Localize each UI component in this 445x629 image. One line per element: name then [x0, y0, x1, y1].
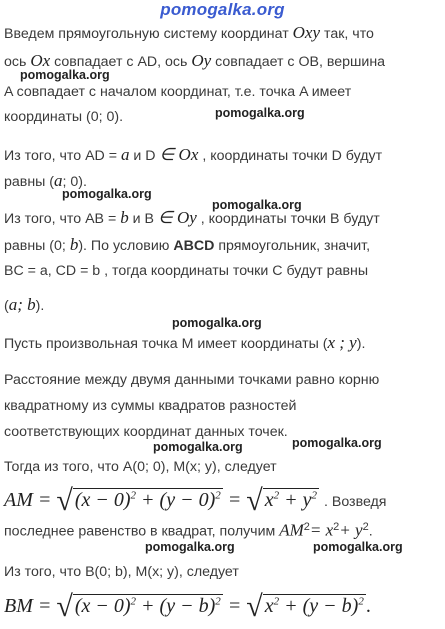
- exponent: 2: [362, 521, 369, 533]
- sqrt: [246, 590, 366, 624]
- term: x: [264, 595, 274, 617]
- exponent: 2: [215, 489, 221, 502]
- text: совпадает с AD, ось: [54, 54, 188, 70]
- watermark: pomogalka.org: [215, 106, 305, 120]
- text-line: Расстояние между двумя данными точками равно корню: [4, 372, 380, 388]
- text-line: координаты (0; 0).: [4, 109, 124, 125]
- exponent: 2: [273, 489, 280, 502]
- text: ).: [356, 336, 366, 352]
- text: и B: [132, 211, 154, 227]
- radicand: [263, 594, 366, 617]
- text-line: [4, 518, 373, 541]
- radical-sign: √: [56, 590, 73, 623]
- exponent: 2: [215, 595, 221, 608]
- text-line: [4, 236, 370, 255]
- math: x ; y: [327, 333, 357, 352]
- brand-title: pomogalka.org: [160, 0, 285, 19]
- sqrt: [246, 484, 319, 518]
- term: x: [264, 489, 274, 511]
- text: равны (: [4, 174, 55, 190]
- text-line: Из того, что B(0; b), M(x; y), следует: [4, 564, 239, 580]
- text: Из того, что AD =: [4, 148, 118, 164]
- formula-bm: [4, 590, 371, 624]
- watermark: pomogalka.org: [313, 540, 403, 554]
- text-line: [4, 24, 374, 43]
- text: и D: [133, 148, 156, 164]
- math: Oxy: [292, 23, 321, 42]
- text: совпадает с OB, вершина: [215, 54, 386, 70]
- sqrt: [56, 590, 222, 624]
- watermark: pomogalka.org: [153, 440, 243, 454]
- text-line: Тогда из того, что A(0; 0), M(x; y), следует: [4, 459, 277, 475]
- sqrt: [56, 484, 222, 518]
- exponent: 2: [358, 595, 364, 608]
- text-line: [4, 146, 382, 165]
- term: + (y − b): [141, 595, 216, 617]
- math: AM: [279, 520, 304, 540]
- formula-text: =: [227, 595, 242, 617]
- text: ось: [4, 54, 27, 70]
- exponent: 2: [273, 595, 280, 608]
- text-line: соответствующих координат данных точек.: [4, 424, 288, 440]
- math: b: [120, 208, 129, 227]
- term: + y: [284, 489, 312, 511]
- watermark: pomogalka.org: [20, 68, 110, 82]
- exponent: 2: [333, 521, 340, 533]
- text: ).: [35, 298, 45, 314]
- math: a: [120, 145, 130, 164]
- formula-text: BM =: [4, 595, 52, 617]
- formula-text: =: [227, 489, 242, 511]
- term: + (y − 0): [141, 489, 216, 511]
- radical-sign: √: [56, 484, 73, 517]
- text-line: [4, 209, 380, 228]
- text: Введем прямоугольную систему координат: [4, 26, 289, 42]
- watermark: pomogalka.org: [145, 540, 235, 554]
- math: Oy: [191, 51, 212, 70]
- math: a: [54, 171, 63, 190]
- term: + (y − b): [284, 595, 359, 617]
- term: (x − 0): [74, 489, 131, 511]
- text-line: A совпадает с началом координат, т.е. точка A имеет: [4, 84, 352, 100]
- watermark: pomogalka.org: [212, 198, 302, 212]
- text-line: [4, 334, 365, 353]
- text-line: квадратному из суммы квадратов разностей: [4, 398, 297, 414]
- radical-sign: √: [246, 590, 263, 623]
- text: так, что: [323, 26, 374, 42]
- radicand: [73, 594, 223, 617]
- exponent: 2: [130, 489, 137, 502]
- math: + y: [339, 520, 363, 540]
- exponent: 2: [130, 595, 137, 608]
- text-line: BC = a, CD = b , тогда координаты точки C будут равны: [4, 263, 369, 279]
- text: , координаты точки B будут: [200, 211, 380, 227]
- exponent: 2: [303, 521, 310, 533]
- text: . Возведя: [323, 494, 387, 510]
- radical-sign: √: [246, 484, 263, 517]
- text: ). По условию: [78, 238, 170, 254]
- math: a; b: [8, 295, 36, 314]
- exponent: 2: [311, 489, 317, 502]
- formula-text: AM =: [4, 489, 52, 511]
- math: ∈ Ox: [159, 145, 199, 164]
- text: равны (0;: [4, 238, 66, 254]
- math: b: [69, 235, 79, 254]
- text: ; 0).: [62, 174, 87, 190]
- text: .: [365, 595, 371, 617]
- text: прямоугольник, значит,: [218, 238, 371, 254]
- text-line: [4, 296, 44, 315]
- formula-am: [4, 484, 386, 518]
- watermark: pomogalka.org: [292, 436, 382, 450]
- math: ∈ Oy: [157, 208, 197, 227]
- text: , координаты точки D будут: [202, 148, 383, 164]
- radicand: [73, 488, 223, 511]
- term: (x − 0): [74, 595, 131, 617]
- text: последнее равенство в квадрат, получим: [4, 523, 276, 540]
- text: Пусть произвольная точка M имеет координаты (: [4, 336, 328, 352]
- text: Из того, что AB =: [4, 211, 117, 227]
- watermark: pomogalka.org: [172, 316, 262, 330]
- text: .: [368, 523, 373, 540]
- radicand: [263, 488, 319, 511]
- math: Ox: [30, 51, 51, 70]
- math: = x: [309, 520, 334, 540]
- watermark: pomogalka.org: [62, 187, 152, 201]
- bold-text: ABCD: [173, 238, 215, 254]
- text: (: [4, 298, 9, 314]
